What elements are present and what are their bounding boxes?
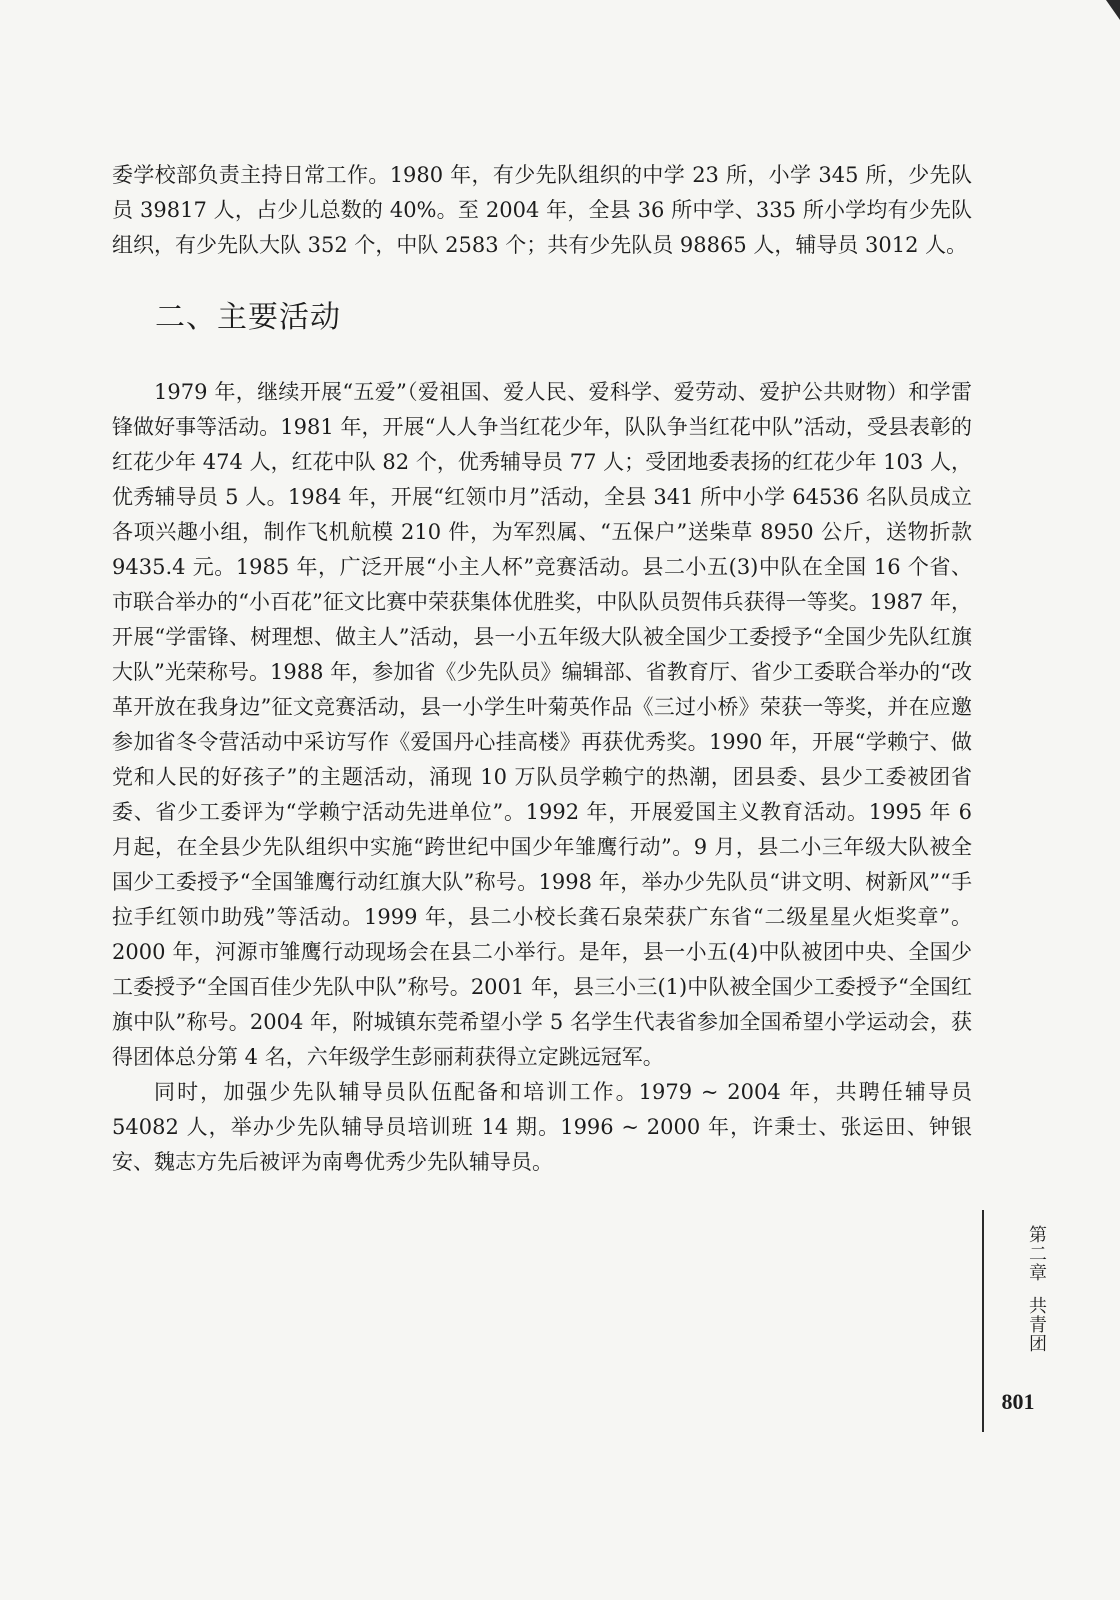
side-label-chapter: 第二章 xyxy=(1026,1225,1047,1282)
intro-paragraph: 委学校部负责主持日常工作。1980 年，有少先队组织的中学 23 所，小学 345 所，少先队员 39817 人，占少儿总数的 40%。至 2004 年，全县 36 所中学、335 所小学均有少先队组织，有少先队大队 352 个，中队 2583 个；共有少先队员 98865 人，辅导员 3012 人。 xyxy=(112,163,972,257)
page-number: 801 xyxy=(1001,1389,1035,1414)
side-label-title: 共青团 xyxy=(1026,1296,1047,1353)
side-divider-line xyxy=(982,1210,984,1432)
chapter-side-label xyxy=(1014,1225,1048,1353)
main-activities-body xyxy=(112,375,972,1180)
counselor-paragraph: 同时，加强少先队辅导员队伍配备和培训工作。1979 ~ 2004 年，共聘任辅导员 54082 人，举办少先队辅导员培训班 14 期。1996 ~ 2000 年，许秉士、张运田、钟银安、魏志方先后被评为南粤优秀少先队辅导员。 xyxy=(112,1080,972,1174)
page-corner-mark xyxy=(1106,0,1120,20)
activities-paragraph: 1979 年，继续开展“五爱”（爱祖国、爱人民、爱科学、爱劳动、爱护公共财物）和学雷锋做好事等活动。1981 年，开展“人人争当红花少年，队队争当红花中队”活动，受县表彰的红花少年 474 人，红花中队 82 个，优秀辅导员 77 人；受团地委表扬的红花少年 103 人，优秀辅导员 5 人。1984 年，开展“红领巾月”活动，全县 341 所中小学 64536 名队员成立各项兴趣小组，制作飞机航模 210 件，为军烈属、“五保户”送柴草 8950 公斤，送物折款 9435.4 元。1985 年，广泛开展“小主人杯”竞赛活动。县二小五(3)中队在全国 16 个省、市联合举办的“小百花”征文比赛中荣获集体优胜奖，中队队员贺伟兵获得一等奖。1987 年，开展“学雷锋、树理想、做主人”活动，县一小五年级大队被全国少工委授予“全国少先队红旗大队”光荣称号。1988 年，参加省《少先队员》编辑部、省教育厅、省少工委联合举办的“改革开放在我身边”征文竞赛活动，县一小学生叶菊英作品《三过小桥》荣获一等奖，并在应邀参加省冬令营活动中采访写作《爱国丹心挂高楼》再获优秀奖。1990 年，开展“学赖宁、做党和人民的好孩子”的主题活动，涌现 10 万队员学赖宁的热潮，团县委、县少工委被团省委、省少工委评为“学赖宁活动先进单位”。1992 年，开展爱国主义教育活动。1995 年 6 月起，在全县少先队组织中实施“跨世纪中国少年雏鹰行动”。9 月，县二小三年级大队被全国少工委授予“全国雏鹰行动红旗大队”称号。1998 年，举办少先队员“讲文明、树新风”“手拉手红领巾助残”等活动。1999 年，县二小校长龚石泉荣获广东省“二级星星火炬奖章”。2000 年，河源市雏鹰行动现场会在县二小举行。是年，县一小五(4)中队被团中央、全国少工委授予“全国百佳少先队中队”称号。2001 年，县三小三(1)中队被全国少工委授予“全国红旗中队”称号。2004 年，附城镇东莞希望小学 5 名学生代表省参加全国希望小学运动会，获得团体总分第 4 名，六年级学生彭丽莉获得立定跳远冠军。 xyxy=(112,380,972,1069)
intro-text-block xyxy=(112,158,972,263)
section-heading: 二、主要活动 xyxy=(155,300,341,335)
